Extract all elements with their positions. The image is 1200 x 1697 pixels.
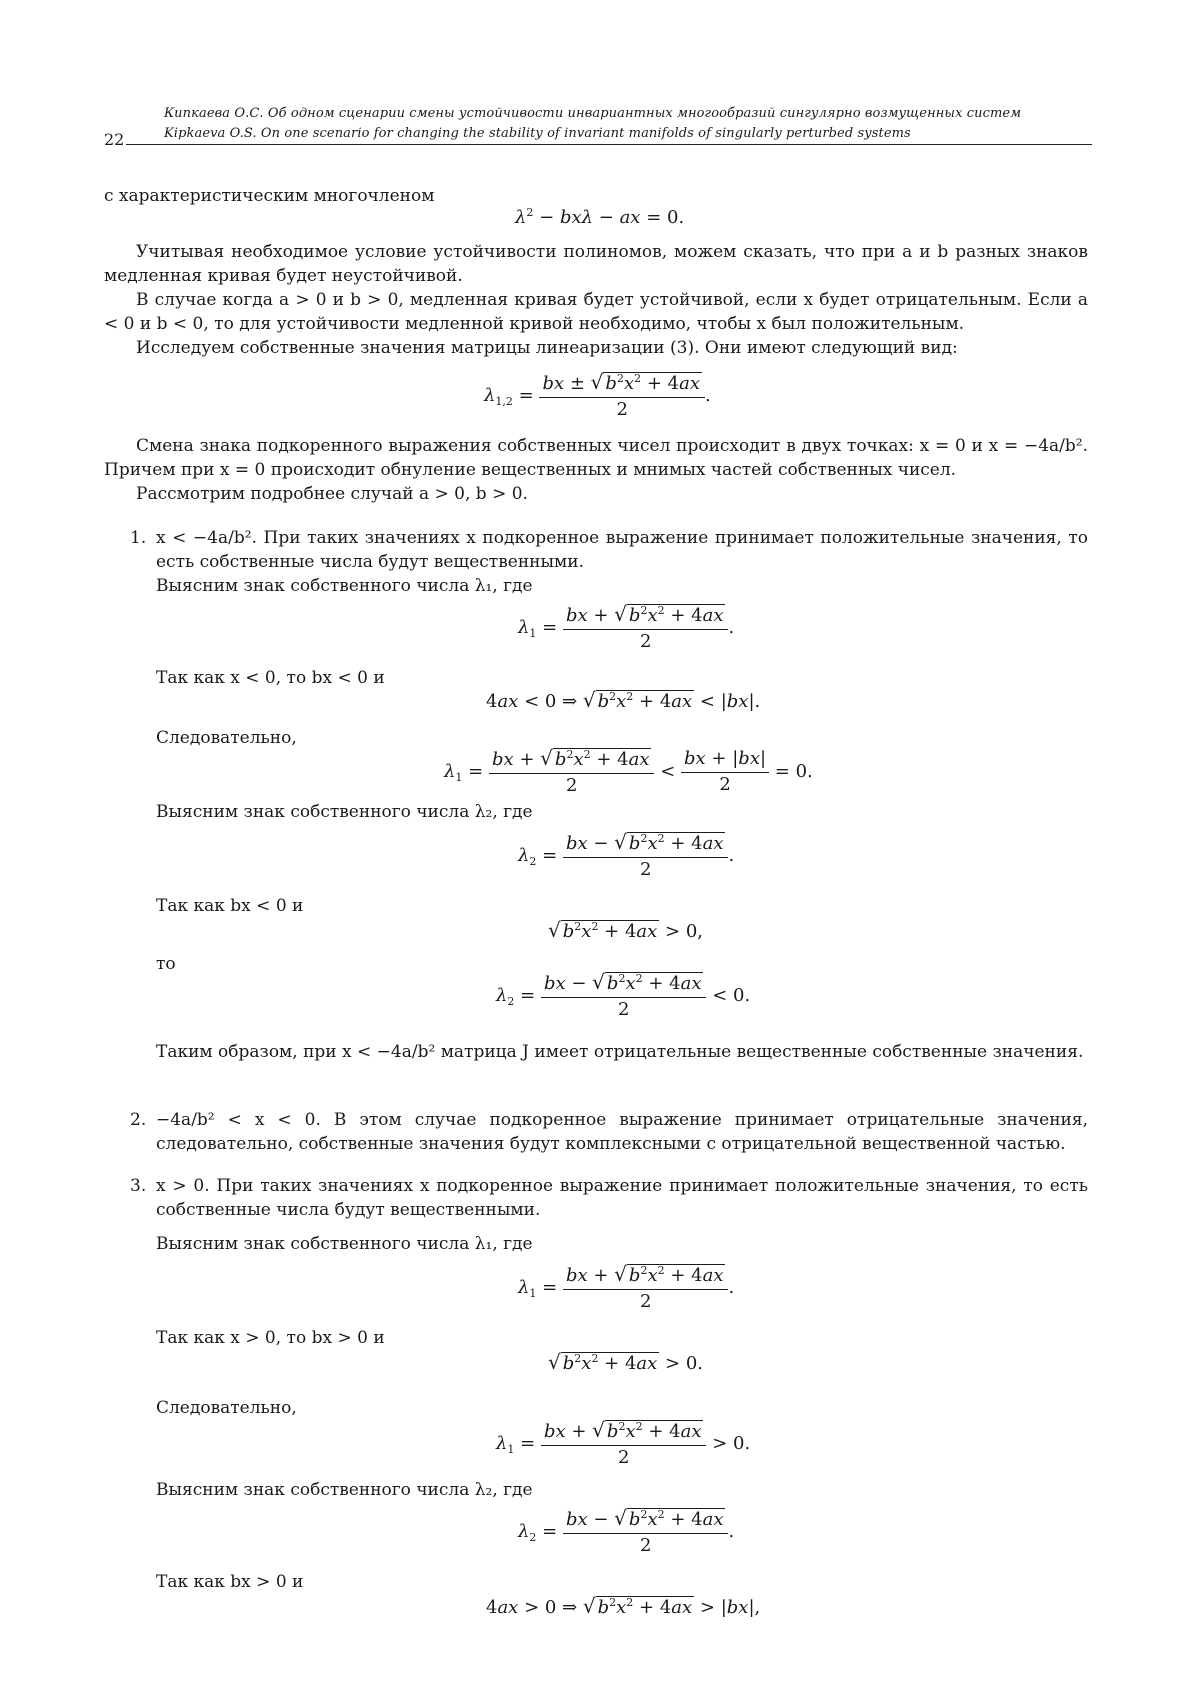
equation-characteristic-polynomial: $\lambda^2 - bx\lambda$ − ax = 0. xyxy=(515,206,685,228)
equation-lambda2-item3: $\lambda_2$ = $\frac{bx - √ b^2x^2 + 4ax}{2}$ . xyxy=(518,1506,735,1556)
item1-then: то xyxy=(156,954,176,974)
equation-lambda1-positive: $\lambda_1$ = $\frac{bx + √ b^2x^2 + 4ax}{2}$ > 0. xyxy=(496,1418,751,1468)
item3-therefore: Следовательно, xyxy=(156,1398,297,1418)
header-rule xyxy=(126,144,1092,145)
equation-lambda1-item3: $\lambda_1$ = $\frac{bx + √ b^2x^2 + 4ax}{2}$ . xyxy=(518,1262,735,1312)
item1-lambda1-intro: Выясним знак собственного числа λ₁, где xyxy=(156,576,533,596)
equation-inequality-1: 4ax < 0 ⇒ √ $b^2x^2 + 4ax < |bx|$. xyxy=(486,688,761,712)
item3-lambda1-intro: Выясним знак собственного числа λ₁, где xyxy=(156,1234,533,1254)
item1-lambda2-intro: Выясним знак собственного числа λ₂, где xyxy=(156,802,533,822)
list-number-1: 1. xyxy=(130,528,147,548)
item1-conclusion: Таким образом, при x < −4a/b² матрица J имеет отрицательные вещественные собственные значения. xyxy=(156,1042,1084,1062)
equation-inequality-2: 4ax > 0 ⇒ √ $b^2x^2 + 4ax > |bx|$, xyxy=(486,1594,761,1618)
running-header-en: Kipkaeva O.S. On one scenario for changing the stability of invariant manifolds of singularly perturbed systems xyxy=(164,126,911,141)
running-header-ru: Кипкаева О.С. Об одном сценарии смены устойчивости инвариантных многообразий сингулярно возмущенных систем xyxy=(164,106,1022,121)
item1-statement: x < −4a/b². При таких значениях x подкоренное выражение принимает положительные значения, то есть собственные числа будут вещественными. xyxy=(156,528,1088,572)
paragraph-eigenvalues: Исследуем собственные значения матрицы линеаризации (3). Они имеют следующий вид: xyxy=(136,338,958,358)
item1-since-x-neg: Так как x < 0, то bx < 0 и xyxy=(156,668,385,688)
item3-statement: x > 0. При таких значениях x подкоренное выражение принимает положительные значения, то есть собственные числа будут вещественными. xyxy=(156,1176,1088,1220)
equation-sqrt-positive: √ $b^2x^2 + 4ax > 0$, xyxy=(548,918,704,942)
paragraph-intro: с характеристическим многочленом xyxy=(104,186,435,206)
paragraph-stability-condition: Учитывая необходимое условие устойчивости полиномов, можем сказать, что при a и b разных знаков медленная кривая будет неустойчивой. xyxy=(104,242,1088,286)
page-number: 22 xyxy=(104,130,125,149)
equation-lambda2-negative: $\lambda_2$ = $\frac{bx - √ b^2x^2 + 4ax}{2}$ < 0. xyxy=(496,970,751,1020)
equation-lambda2: $\lambda_2$ = $\frac{bx - √ b^2x^2 + 4ax}{2}$ . xyxy=(518,830,735,880)
paragraph-slow-curve: В случае когда a > 0 и b > 0, медленная кривая будет устойчивой, если x будет отрицательным. Если a < 0 и b < 0, то для устойчивости медленной кривой необходимо, чтобы x был положительным. xyxy=(104,290,1088,334)
equation-lambda12: $\lambda_{1,2}$ = $\frac{bx \pm √ b^2x^2 + 4ax}{2}$ . xyxy=(484,370,711,420)
paragraph-sign-change: Смена знака подкоренного выражения собственных чисел происходит в двух точках: x = 0 и x = −4a/b². Причем при x = 0 происходит обнуление вещественных и мнимых частей собственных чисел. xyxy=(104,436,1088,480)
item3-since-bx-pos: Так как bx > 0 и xyxy=(156,1572,304,1592)
equation-lambda1: $\lambda_1$ = $\frac{bx + √ b^2x^2 + 4ax}{2}$ . xyxy=(518,602,735,652)
item1-therefore: Следовательно, xyxy=(156,728,297,748)
item2-statement: −4a/b² < x < 0. В этом случае подкоренное выражение принимает отрицательные значения, следовательно, собственные значения будут комплексными с отрицательной вещественной частью. xyxy=(156,1110,1088,1154)
item3-lambda2-intro: Выясним знак собственного числа λ₂, где xyxy=(156,1480,533,1500)
equation-sqrt-positive-2: √ $b^2x^2 + 4ax > 0$. xyxy=(548,1350,704,1374)
list-number-2: 2. xyxy=(130,1110,147,1130)
paragraph-case: Рассмотрим подробнее случай a > 0, b > 0. xyxy=(136,484,528,504)
item1-since-bx-neg: Так как bx < 0 и xyxy=(156,896,304,916)
item3-since-x-pos: Так как x > 0, то bx > 0 и xyxy=(156,1328,385,1348)
list-number-3: 3. xyxy=(130,1176,147,1196)
equation-lambda1-negative: $\lambda_1$ = $\frac{bx + √ b^2x^2 + 4ax}{2}$ < $\frac{bx + |bx|}{2}$ = 0. xyxy=(444,746,813,796)
